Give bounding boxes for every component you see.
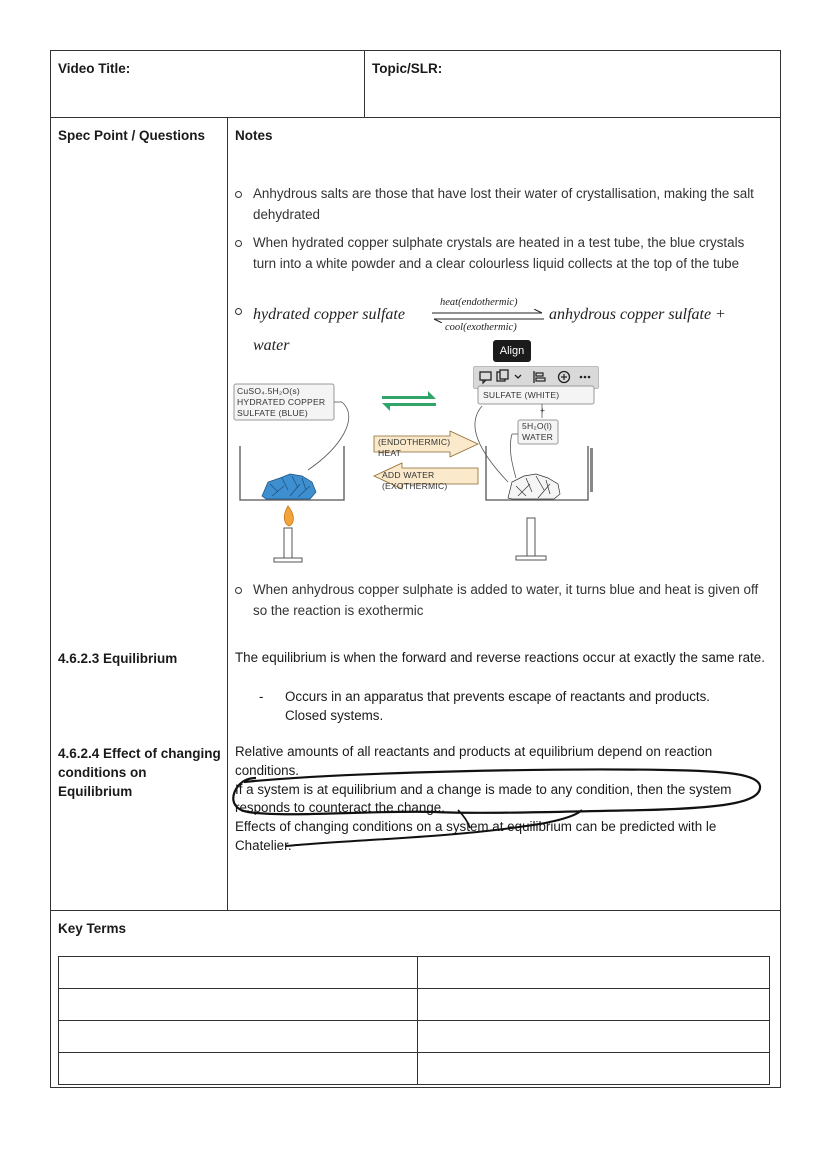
endothermic-label-line: HEAT xyxy=(378,448,402,458)
frame-right xyxy=(780,50,781,1088)
hydrated-label xyxy=(237,386,325,419)
video-title-label: Video Title: xyxy=(58,61,131,76)
right-bunsen-burner xyxy=(516,518,546,560)
key-term-cell[interactable] xyxy=(59,1053,418,1085)
bullet-text: Anhydrous salts are those that have lost their water of crystallisation, making the salt dehydrated xyxy=(253,186,754,222)
hydrated-label-line: HYDRATED COPPER xyxy=(237,397,326,407)
table-row xyxy=(59,957,770,989)
notes-column-label: Notes xyxy=(235,128,273,143)
equation-over: heat(endothermic) xyxy=(440,297,518,308)
header-divider xyxy=(50,117,781,118)
plus-label: + xyxy=(540,405,546,415)
table-row xyxy=(59,989,770,1021)
endothermic-label-line: (ENDOTHERMIC) xyxy=(378,437,451,447)
sub-bullet-dash: - xyxy=(259,689,264,704)
align-tooltip[interactable] xyxy=(493,340,531,362)
water-label-line: WATER xyxy=(522,432,554,442)
anhydrous-label: SULFATE (WHITE) xyxy=(483,390,560,400)
endothermic-label xyxy=(378,437,450,459)
align-tooltip-label: Align xyxy=(499,345,525,357)
bullet-text: When hydrated copper sulphate crystals are heated in a test tube, the blue crystals turn into a white powder and a clear colourless liquid collects at the top of the tube xyxy=(253,235,745,271)
exothermic-label-line: (EXOTHERMIC) xyxy=(382,481,448,491)
hydrated-label-line: SULFATE (BLUE) xyxy=(237,408,308,418)
green-equilibrium-arrows-icon xyxy=(382,391,436,411)
spec-effect-conditions: 4.6.2.4 Effect of changing conditions on Equilibrium xyxy=(58,746,221,799)
water-label xyxy=(522,421,553,443)
handwritten-circle-annotation xyxy=(226,764,766,854)
equation-water: water xyxy=(253,337,290,354)
spec-column-label: Spec Point / Questions xyxy=(58,128,206,143)
closed-system-note: Occurs in an apparatus that prevents escape of reactants and products. Closed systems. xyxy=(285,689,711,723)
bullet-text: When anhydrous copper sulphate is added to water, it turns blue and heat is given off so the reaction is exothermic xyxy=(253,582,759,618)
key-term-cell[interactable] xyxy=(59,989,418,1021)
equation-left: hydrated copper sulfate xyxy=(253,306,405,323)
equilibrium-definition: The equilibrium is when the forward and reverse reactions occur at exactly the same rate. xyxy=(235,650,765,665)
conditions-line: Effects of changing conditions on a system at equilibrium can be predicted with le xyxy=(235,819,717,835)
conditions-line: conditions. xyxy=(235,762,300,778)
topic-label: Topic/SLR: xyxy=(372,61,443,76)
key-term-definition-cell[interactable] xyxy=(418,989,770,1021)
exothermic-label xyxy=(382,470,447,492)
key-terms-table xyxy=(58,956,770,1085)
table-row xyxy=(59,1053,770,1085)
frame-top xyxy=(50,50,781,51)
bullet-dot-icon xyxy=(235,240,242,247)
frame-left xyxy=(50,50,51,1088)
key-term-definition-cell[interactable] xyxy=(418,957,770,989)
bullet-dot-icon xyxy=(235,308,242,315)
key-term-definition-cell[interactable] xyxy=(418,1053,770,1085)
blue-crystals xyxy=(262,474,316,499)
equation-under: cool(exothermic) xyxy=(445,322,517,333)
header-vertical xyxy=(364,50,365,118)
key-terms-divider xyxy=(50,910,781,911)
key-term-cell[interactable] xyxy=(59,1021,418,1053)
bullet-dot-icon xyxy=(235,587,242,594)
flame-icon xyxy=(284,506,293,526)
exothermic-label-line: ADD WATER xyxy=(382,470,435,480)
spec-equilibrium: 4.6.2.3 Equilibrium xyxy=(58,651,178,666)
key-terms-label: Key Terms xyxy=(58,921,127,936)
thermometer xyxy=(590,448,593,492)
key-term-cell[interactable] xyxy=(59,957,418,989)
conditions-line: Relative amounts of all reactants and products at equilibrium depend on reaction xyxy=(235,744,713,759)
equation-right: anhydrous copper sulfate + xyxy=(549,306,726,323)
water-label-line: 5H₂O(l) xyxy=(522,421,553,431)
conditions-line: responds to counteract the change. xyxy=(235,800,445,816)
frame-bottom xyxy=(50,1087,781,1088)
conditions-line: If a system is at equilibrium and a change is made to any condition, then the system xyxy=(235,781,732,797)
equilibrium-arrow-icon xyxy=(430,309,546,323)
bullet-dot-icon xyxy=(235,191,242,198)
table-row xyxy=(59,1021,770,1053)
key-term-definition-cell[interactable] xyxy=(418,1021,770,1053)
conditions-line: Chatelier. xyxy=(235,837,292,853)
left-bunsen-burner xyxy=(274,506,302,562)
hydrated-label-line: CuSO₄.5H₂O(s) xyxy=(237,386,300,396)
